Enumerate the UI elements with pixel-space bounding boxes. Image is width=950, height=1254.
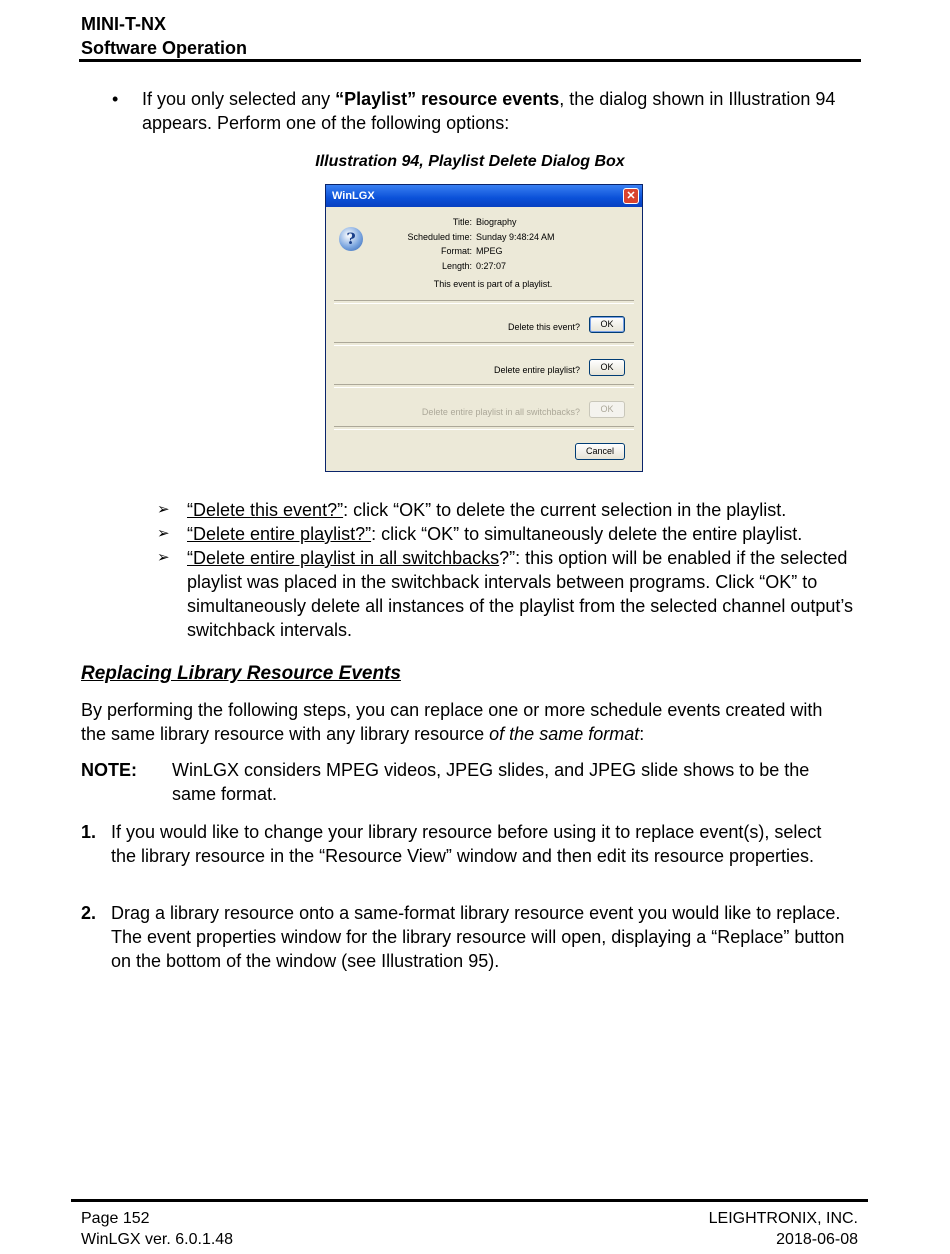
option-description: ?”: this option will be enabled if the selected playlist was placed in the switchback intervals between programs. Click “OK” to simultaneously delete all instances of the playlist from the selected channel output’s switchback intervals. xyxy=(187,548,854,640)
option-description: : click “OK” to delete the current selection in the playlist. xyxy=(343,500,787,520)
paragraph-end: : xyxy=(639,724,645,744)
question-icon: ? xyxy=(339,227,363,251)
delete-playlist-ok-button[interactable]: OK xyxy=(589,359,625,376)
bullet-icon: • xyxy=(112,89,119,109)
option-name: “Delete this event?” xyxy=(187,500,344,520)
list-item xyxy=(157,546,877,642)
dialog-title: WinLGX xyxy=(332,190,375,202)
dialog-titlebar xyxy=(326,185,642,207)
body-paragraph xyxy=(81,698,851,746)
field-label-format: Format: xyxy=(440,246,472,256)
close-icon[interactable]: ✕ xyxy=(623,188,639,204)
intro-bullet-text xyxy=(142,87,842,135)
step-text: If you would like to change your library resource before using it to replace event(s), select the library resource in the “Resource View” window and then edit its resource properties. xyxy=(111,822,822,866)
company-name: LEIGHTRONIX, INC. xyxy=(708,1210,858,1227)
delete-playlist-label: Delete entire playlist? xyxy=(493,365,580,375)
dialog-separator xyxy=(334,300,634,304)
software-version: WinLGX ver. 6.0.1.48 xyxy=(81,1231,234,1248)
field-value-format: MPEG xyxy=(476,246,503,256)
paragraph-text: By performing the following steps, you can replace one or more schedule events created with the same library resource with any library resource xyxy=(81,700,823,744)
arrow-bullet-icon: ➢ xyxy=(157,501,170,518)
dialog-separator xyxy=(334,384,634,388)
intro-text-bold: “Playlist” resource events xyxy=(335,89,560,109)
arrow-bullet-icon: ➢ xyxy=(157,549,170,566)
step-number: 2. xyxy=(81,903,97,923)
option-list xyxy=(157,498,877,642)
page-number: Page 152 xyxy=(81,1210,150,1227)
playlist-delete-dialog xyxy=(325,184,643,472)
dialog-separator xyxy=(334,426,634,430)
playlist-note: This event is part of a playlist. xyxy=(433,279,553,289)
cancel-button[interactable]: Cancel xyxy=(575,443,625,460)
header-section: Software Operation xyxy=(81,38,248,58)
arrow-bullet-icon: ➢ xyxy=(157,525,170,542)
document-date: 2018-06-08 xyxy=(776,1231,858,1248)
field-label-scheduled-time: Scheduled time: xyxy=(407,231,472,242)
list-item xyxy=(157,522,877,546)
figure-caption: Illustration 94, Playlist Delete Dialog Box xyxy=(315,153,625,170)
field-label-length: Length: xyxy=(441,260,472,271)
field-value-length: 0:27:07 xyxy=(476,260,507,271)
section-heading: Replacing Library Resource Events xyxy=(81,663,401,684)
dialog-separator xyxy=(334,342,634,346)
field-value-scheduled-time: Sunday 9:48:24 AM xyxy=(476,231,555,242)
delete-all-switchbacks-label: Delete entire playlist in all switchbacks? xyxy=(421,407,580,417)
intro-text-post: , the dialog shown in Illustration 94 appears. Perform one of the following options: xyxy=(142,89,836,133)
option-description: : click “OK” to simultaneously delete the entire playlist. xyxy=(371,524,803,544)
header-product: MINI-T-NX xyxy=(81,14,166,34)
step-number: 1. xyxy=(81,822,97,842)
delete-event-ok-button[interactable]: OK xyxy=(589,316,625,333)
header-divider xyxy=(79,59,861,62)
note-text: WinLGX considers MPEG videos, JPEG slides, and JPEG slide shows to be the same format. xyxy=(172,760,810,804)
option-name: “Delete entire playlist in all switchbacks xyxy=(187,548,500,568)
note-label: NOTE: xyxy=(81,760,137,780)
paragraph-italic: of the same format xyxy=(489,724,640,744)
page-header xyxy=(81,12,861,60)
delete-event-label: Delete this event? xyxy=(507,322,580,332)
step-text: Drag a library resource onto a same-format library resource event you would like to replace. The event properties window for the library resource will open, displaying a “Replace” button on the bottom of the window (see Illustration 95). xyxy=(111,903,845,971)
option-name: “Delete entire playlist?” xyxy=(187,524,372,544)
field-label-title: Title: xyxy=(452,217,472,227)
list-item xyxy=(157,498,877,522)
intro-text-pre: If you only selected any xyxy=(142,89,336,109)
field-value-title: Biography xyxy=(476,217,517,227)
delete-all-switchbacks-ok-button[interactable]: OK xyxy=(589,401,625,418)
footer-divider xyxy=(71,1199,868,1202)
